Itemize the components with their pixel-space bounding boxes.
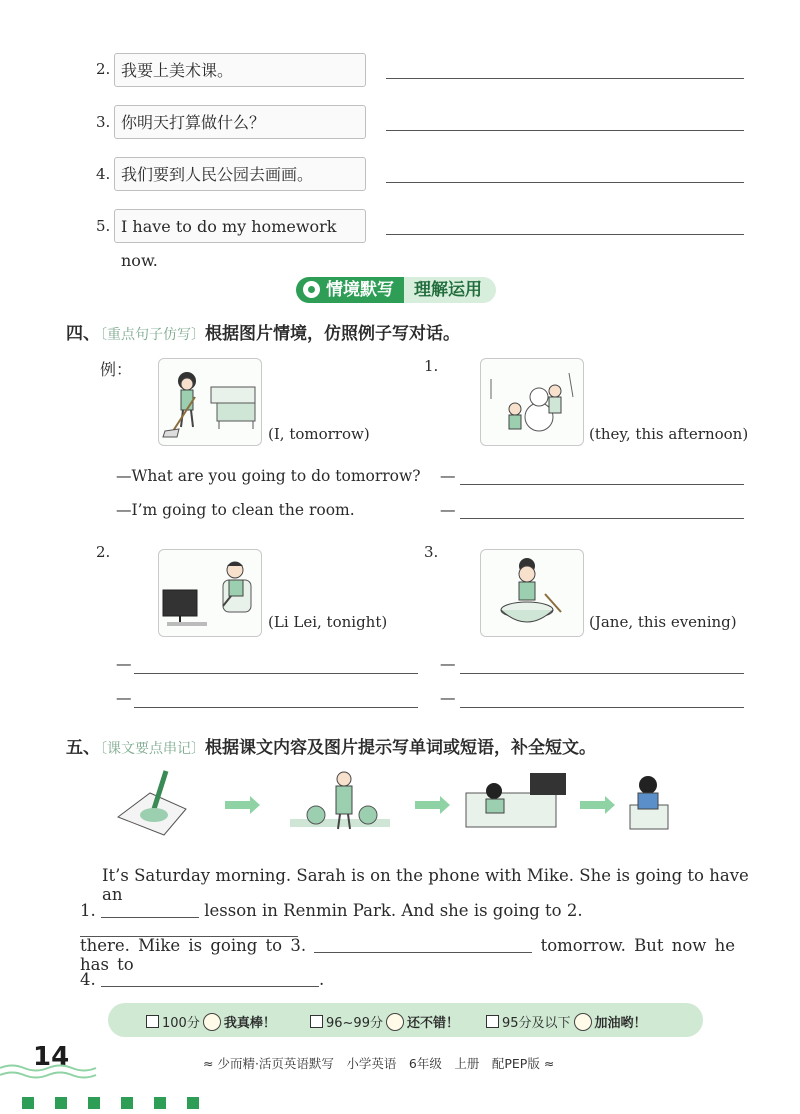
wave-decoration <box>0 1063 100 1081</box>
example-question: —What are you going to do tomorrow? <box>116 467 421 485</box>
blank-3[interactable] <box>314 952 532 953</box>
banner-right: 理解运用 <box>404 277 496 303</box>
story-illustration <box>110 765 670 845</box>
example-label: 例： <box>100 360 133 379</box>
square-decoration <box>22 1094 220 1113</box>
example-answer: —I’m going to clean the room. <box>116 501 355 519</box>
cheer-face-icon <box>574 1013 592 1031</box>
page-number: 14 <box>33 1042 70 1072</box>
rating-good: 96~99分 还不错！ <box>310 1012 459 1031</box>
answer-line[interactable] <box>386 130 744 131</box>
rating-keep-going: 95分及以下 加油哟！ <box>486 1012 647 1031</box>
dash: — <box>440 501 456 519</box>
answer-line[interactable] <box>386 78 744 79</box>
flower-icon <box>303 281 320 298</box>
arrow-icon <box>415 796 450 814</box>
checkbox[interactable] <box>146 1015 159 1028</box>
banner-left: 情境默写 <box>296 277 404 303</box>
dash: — <box>440 655 456 673</box>
q2-picture <box>158 549 262 637</box>
source-sentence: 我们要到人民公园去画画。 <box>114 157 366 191</box>
q1-hint: (they, this afternoon) <box>589 425 749 443</box>
children-snowman-illustration <box>481 359 583 445</box>
section4-heading: 四、〔重点句子仿写〕根据图片情境，仿照例子写对话。 <box>66 324 460 344</box>
q3-hint: (Jane, this evening) <box>589 613 737 631</box>
boy-watching-tv-illustration <box>159 550 261 636</box>
blank-1[interactable] <box>101 917 199 918</box>
example-hint: (I, tomorrow) <box>268 425 370 443</box>
dash: — <box>116 655 132 673</box>
passage-line-2: 1. lesson in Renmin Park. And she is going to 2. <box>80 901 750 939</box>
rating-excellent: 100分 我真棒！ <box>146 1012 276 1031</box>
thumbs-up-icon <box>203 1013 221 1031</box>
answer-line[interactable] <box>460 673 744 674</box>
book-info: ≈ 少而精·活页英语默写 小学英语 6年级 上册 配PEP版 ≈ <box>203 1056 555 1071</box>
dash: — <box>116 689 132 707</box>
girl-cleaning-illustration <box>159 359 261 445</box>
self-rating-bar <box>108 1003 703 1037</box>
item-number: 4. <box>96 165 111 183</box>
answer-line[interactable] <box>460 484 744 485</box>
section5-heading: 五、〔课文要点串记〕根据课文内容及图片提示写单词或短语，补全短文。 <box>66 738 596 758</box>
answer-line[interactable] <box>460 707 744 708</box>
dash: — <box>440 467 456 485</box>
q2-number: 2. <box>96 543 111 561</box>
q2-hint: (Li Lei, tonight) <box>268 613 388 631</box>
answer-line[interactable] <box>460 518 744 519</box>
checkbox[interactable] <box>486 1015 499 1028</box>
item-number: 3. <box>96 113 111 131</box>
smiley-icon <box>386 1013 404 1031</box>
source-sentence: 你明天打算做什么？ <box>114 105 366 139</box>
answer-line[interactable] <box>134 707 418 708</box>
q1-number: 1. <box>424 357 439 375</box>
dash: — <box>440 689 456 707</box>
passage-line-1: It’s Saturday morning. Sarah is on the phone with Mike. She is going to have an <box>102 866 749 904</box>
source-sentence: I have to do my homework now. <box>114 209 366 243</box>
q3-picture <box>480 549 584 637</box>
girl-cooking-illustration <box>481 550 583 636</box>
story-picture-sequence <box>110 765 670 845</box>
q3-number: 3. <box>424 543 439 561</box>
answer-line[interactable] <box>386 182 744 183</box>
item-number: 5. <box>96 217 111 235</box>
arrow-icon <box>225 796 260 814</box>
blank-4[interactable] <box>101 986 319 987</box>
q1-picture <box>480 358 584 446</box>
section-banner <box>296 277 496 303</box>
example-picture <box>158 358 262 446</box>
passage-line-4: 4. . <box>80 970 325 989</box>
answer-line[interactable] <box>134 673 418 674</box>
item-number: 2. <box>96 60 111 78</box>
passage-line-3: there. Mike is going to 3. tomorrow. But now he has to <box>80 936 736 974</box>
arrow-icon <box>580 796 615 814</box>
checkbox[interactable] <box>310 1015 323 1028</box>
source-sentence: 我要上美术课。 <box>114 53 366 87</box>
answer-line[interactable] <box>386 234 744 235</box>
